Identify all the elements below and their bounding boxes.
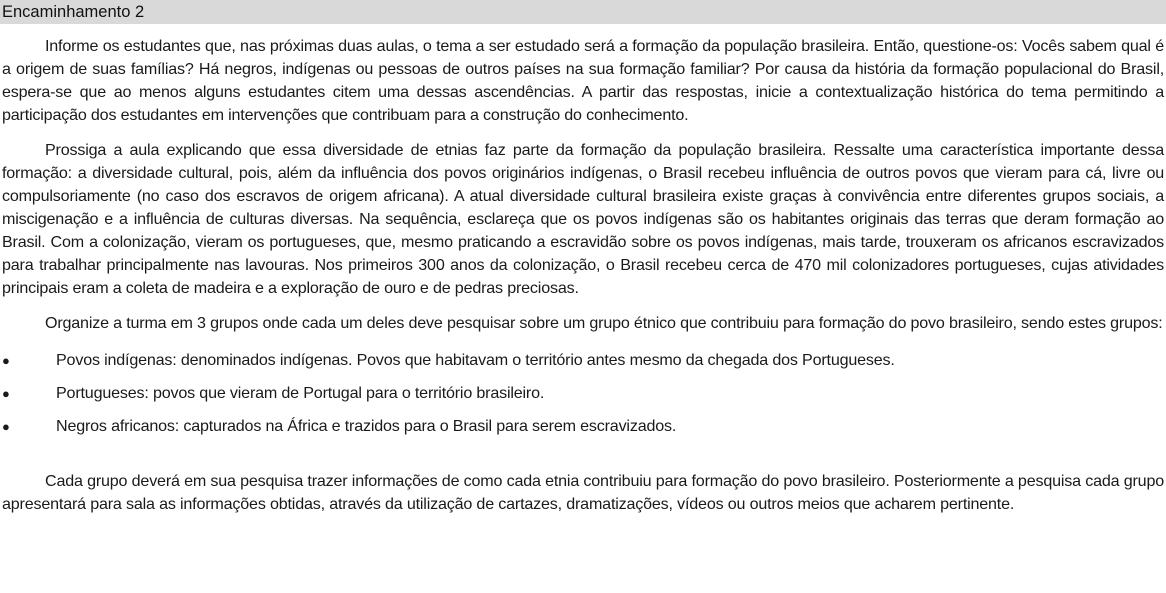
ethnic-groups-list [2,349,1164,448]
intro-paragraph: Informe os estudantes que, nas próximas duas aulas, o tema a ser estudado será a formação da população brasileira. Então, questione-os: Vocês sabem qual é a origem de suas famílias? Há negros, indígenas ou pessoas de outros países na sua formação familiar? Por causa da história da formação populacional do Brasil, espera-se que ao menos alguns estudantes citem uma dessas ascendências. A partir das respostas, inicie a contextualização histórica do tema permitindo a participação dos estudantes em intervenções que contribuam para a construção do conhecimento. [2,37,1164,124]
diversity-paragraph: Prossiga a aula explicando que essa diversidade de etnias faz parte da formação da população brasileira. Ressalte uma característica importante dessa formação: a diversidade cultural, pois, além da influência dos povos originários indígenas, o Brasil recebeu influência de outros povos que vieram para cá, livre ou compulsoriamente (no caso dos escravos de origem africana). A atual diversidade cultural brasileira existe graças à convivência entre diferentes grupos sociais, a miscigenação e a influência de culturas diversas. Na sequência, esclareça que os povos indígenas são os habitantes originais das terras que deram formação ao Brasil. Com a colonização, vieram os portugueses, que, mesmo praticando a escravidão sobre os povos indígenas, mais tarde, trouxeram os africanos escravizados para trabalhar principalmente nas lavouras. Nos primeiros 300 anos da colonização, o Brasil recebeu cerca de 470 mil colonizadores portugueses, cujas atividades principais eram a coleta de madeira e a exploração de ouro e de pedras preciosas. [2,141,1164,297]
document-body [0,35,1166,516]
groups-paragraph: Organize a turma em 3 grupos onde cada um deles deve pesquisar sobre um grupo étnico que contribuiu para formação do povo brasileiro, sendo estes grupos: [45,314,1163,332]
section-title: Encaminhamento 2 [2,2,145,21]
list-item-text: Portugueses: povos que vieram de Portugal para o território brasileiro. [56,384,545,402]
research-paragraph: Cada grupo deverá em sua pesquisa trazer informações de como cada etnia contribuiu para formação do povo brasileiro. Posteriormente a pesquisa cada grupo apresentará para sala as informações obtidas, através da utilização de cartazes, dramatizações, vídeos ou outros meios que acharem pertinente. [2,472,1164,513]
list-item-indigenous [2,349,1164,382]
list-item-text: Povos indígenas: denominados indígenas. Povos que habitavam o território antes mesmo da chegada dos Portugueses. [56,351,895,369]
bullet-icon: ● [2,419,10,434]
bullet-icon: ● [2,386,10,401]
list-item-african [2,415,1164,448]
bullet-icon: ● [2,353,10,368]
section-header-bar [0,0,1166,24]
list-item-text: Negros africanos: capturados na África e trazidos para o Brasil para serem escravizados. [56,417,677,435]
list-item-portuguese [2,382,1164,415]
